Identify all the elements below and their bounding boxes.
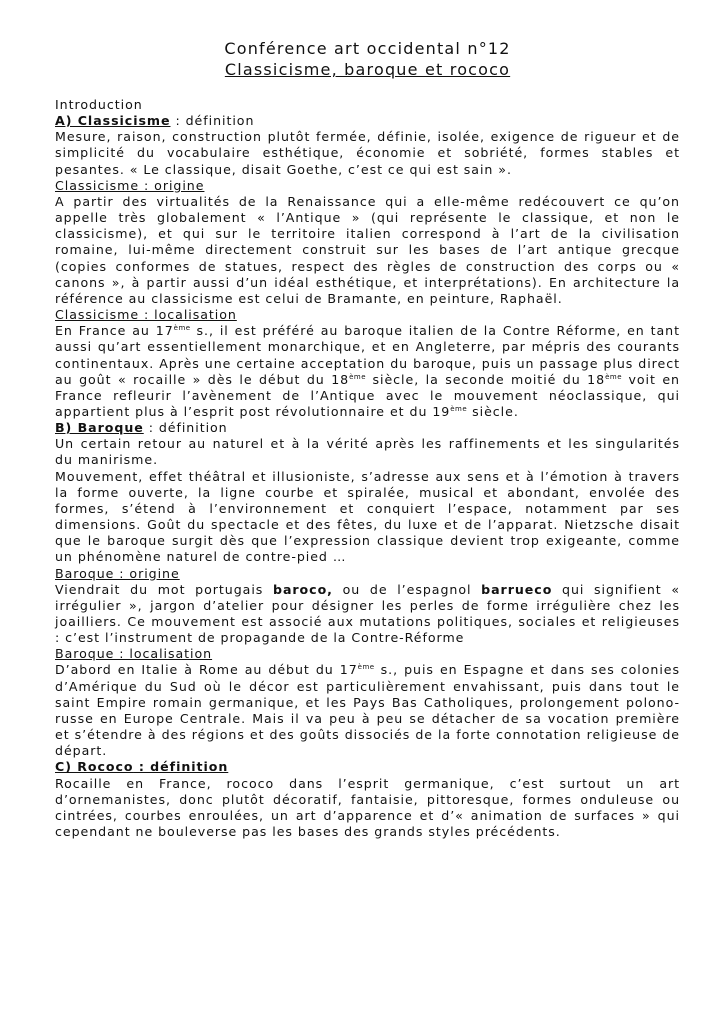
word-baroco: baroco, <box>272 581 333 597</box>
text-span: voit en France refleurir l’avènement de l’Antique avec le mouvement néoclassique, qui appartient plus à l’esprit post révolutionnaire et du 19 <box>55 371 680 419</box>
heading-baroque-localisation: Baroque : localisation <box>55 646 213 662</box>
text-span: qui signifient « irrégulier », jargon d’atelier pour désigner les perles de forme irrégulière chez les joailliers. Ce mouvement est associé aux mutations politiques, sociales et religieuses : c’est l’instrument de propagande de la Contre-Réforme <box>55 581 681 646</box>
superscript: ème <box>349 372 367 381</box>
text-span: D’abord en Italie à Rome au début du 17 <box>55 662 358 678</box>
heading-c-rococo <box>55 759 680 775</box>
title-line-2: Classicisme, baroque et rococo <box>224 60 511 79</box>
text-span: siècle. <box>467 403 519 419</box>
heading-b-suffix: : définition <box>143 420 228 436</box>
heading-c-suffix: : définition <box>133 759 229 775</box>
text-span: En France au 17 <box>55 323 174 339</box>
title-line-1: Conférence art occidental n°12 <box>224 39 511 58</box>
document-title <box>55 38 680 80</box>
document-body <box>55 97 680 840</box>
heading-a-classicisme <box>55 113 680 129</box>
heading-a-label: A) Classicisme <box>55 113 171 129</box>
paragraph-baroque-origine <box>55 582 680 647</box>
superscript: ème <box>605 372 623 381</box>
heading-b-baroque <box>55 420 680 436</box>
heading-classicisme-localisation-line <box>55 307 680 323</box>
superscript: ème <box>450 404 468 413</box>
text-span: s., il est préféré au baroque italien de la Contre Réforme, en tant aussi qu’art essentiellement monarchique, et en Angleterre, par mépris des courants continentaux. Après une certaine acceptation du baroque, puis un passage plus direct au goût « rocaille » dès le début du 18 <box>55 323 680 387</box>
superscript: ème <box>173 324 191 332</box>
paragraph-baroque-definition-1: Un certain retour au naturel et à la vérité après les raffinements et les singularités du manirisme. <box>55 436 680 468</box>
paragraph-classicisme-origine: A partir des virtualités de la Renaissance qui a elle-même redécouvert ce qu’on appelle très globalement « l’Antique » (qui représente le classique, et non le classicisme), et qui sur le territoire italien correspond à l’art de la civilisation romaine, lui-même directement construit sur les bases de l’art antique grecque (copies conformes de statues, respect des règles de construction des corps ou « canons », à partir aussi d’un idéal esthétique, et interprétations). En architecture la référence au classicisme est celui de Bramante, en peinture, Raphaël. <box>55 193 680 306</box>
paragraph-baroque-localisation <box>55 662 680 759</box>
heading-introduction: Introduction <box>55 97 143 112</box>
heading-classicisme-localisation: Classicisme : localisation <box>55 307 237 323</box>
heading-a-suffix: : définition <box>170 113 255 129</box>
paragraph-rococo-definition: Rocaille en France, rococo dans l’esprit germanique, c’est surtout un art d’ornemanistes, donc plutôt décoratif, fantaisie, pittoresque, formes onduleuse ou cintrées, courbes enroulées, un art d’apparence et d’« animation de surfaces » qui cependant ne bouleverse pas les bases des grands styles précédents. <box>55 775 680 840</box>
text-span: ou de l’espagnol <box>332 581 482 597</box>
text-span: siècle, la seconde moitié du 18 <box>366 371 606 387</box>
heading-baroque-origine: Baroque : origine <box>55 565 180 581</box>
text-span: Viendrait du mot portugais <box>55 581 273 597</box>
paragraph-classicisme-localisation <box>55 323 680 420</box>
heading-b-label: B) Baroque <box>55 420 144 436</box>
document-page <box>55 38 680 840</box>
paragraph-baroque-definition-2: Mouvement, effet théâtral et illusioniste, s’adresse aux sens et à l’émotion à travers la forme ouverte, la ligne courbe et spiralée, musical et abondant, envolée des formes, s’étend à l’environnement et conquiert l’espace, notamment par ses dimensions. Goût du spectacle et des fêtes, du luxe et de l’apparat. Nietzsche disait que le baroque surgit dès que l’expression classique devient trop exigeante, comme un phénomène naturel de contre-pied … <box>55 468 680 565</box>
word-barrueco: barrueco <box>481 581 553 597</box>
paragraph-classicisme-definition: Mesure, raison, construction plutôt fermée, définie, isolée, exigence de rigueur et de simplicité du vocabulaire esthétique, économie et sobriété, formes stables et pesantes. « Le classique, disait Goethe, c’est ce qui est sain ». <box>55 129 680 177</box>
heading-classicisme-origine: Classicisme : origine <box>55 177 205 193</box>
heading-c-label: C) Rococo <box>55 759 134 775</box>
superscript: ème <box>357 663 375 672</box>
text-span: s., puis en Espagne et dans ses colonies d’Amérique du Sud où le décor est particulièrement envahissant, puis dans tout le saint Empire romain germanique, et les Pays Bas Catholiques, prolongement polono-russe en Europe Centrale. Mais il va peu à peu se détacher de sa vocation première et s’étendre à des régions et des goûts dissociés de la forte connotation religieuse de départ. <box>55 662 681 759</box>
